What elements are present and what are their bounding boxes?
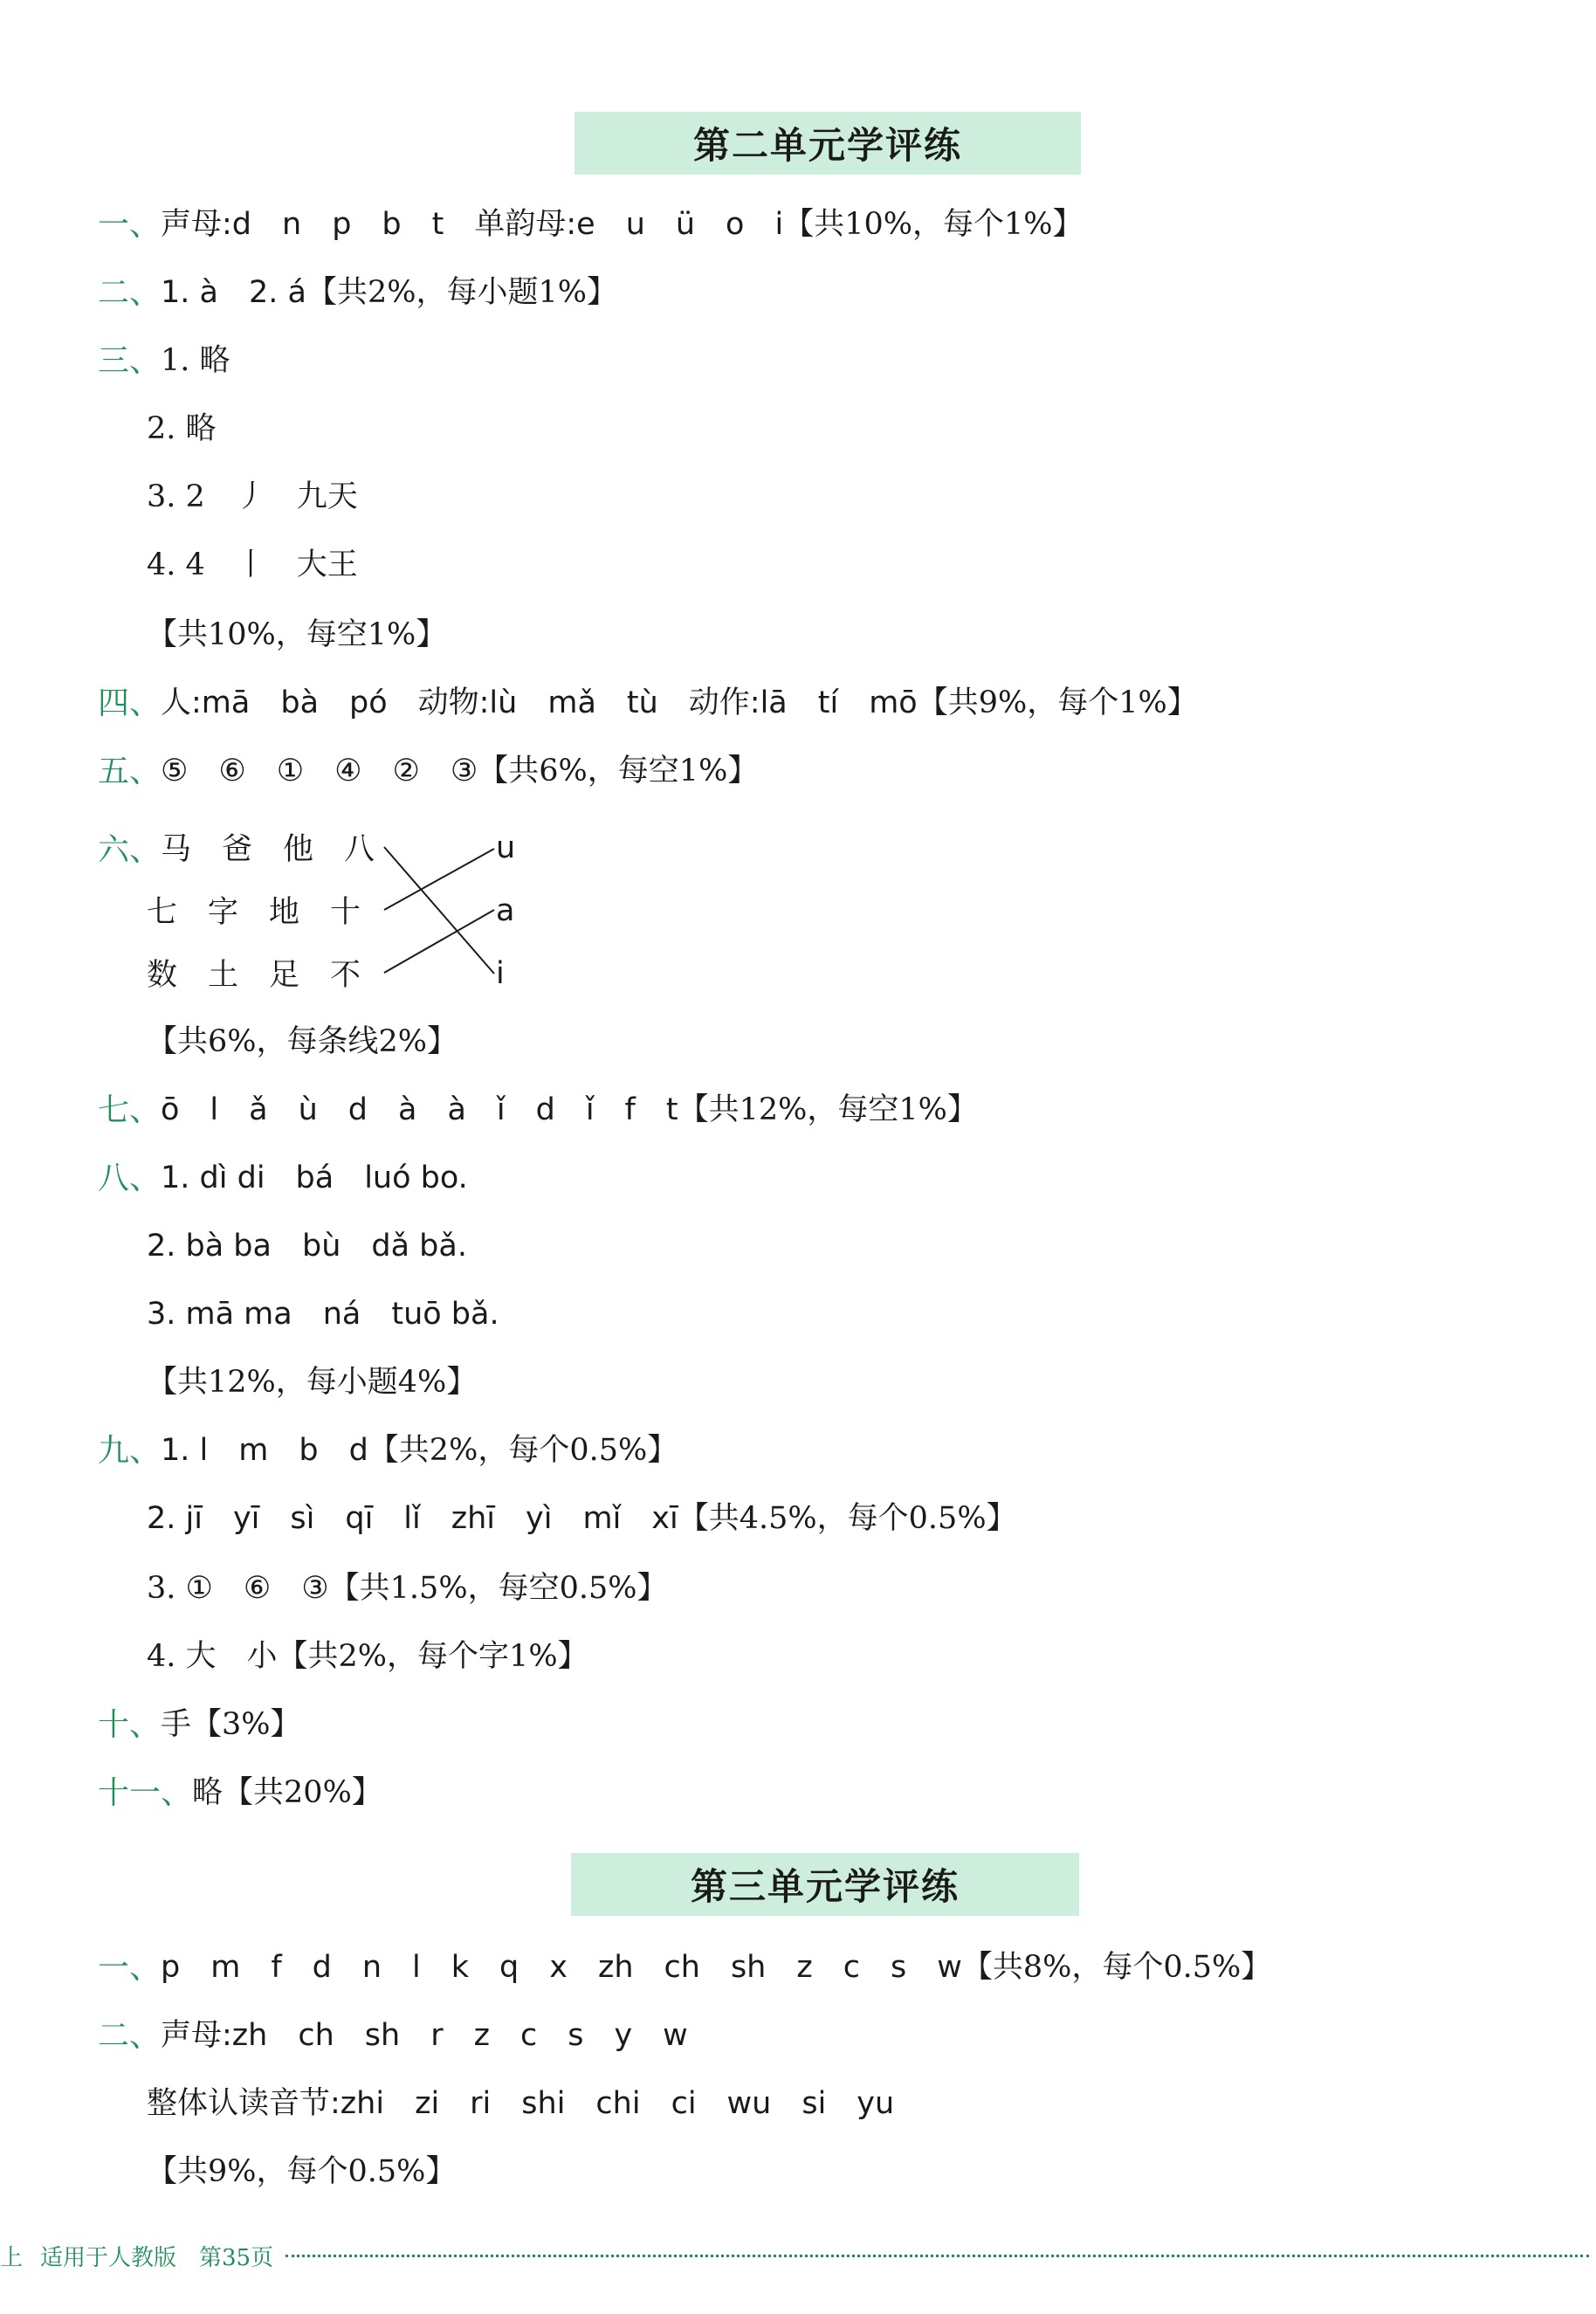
score-note: 【共10%，每个1%】	[783, 207, 1083, 242]
answer-text: 2. 略	[147, 411, 217, 446]
answer-text: 1. à 2. á	[161, 275, 306, 310]
q-number: 一、	[98, 206, 162, 243]
unit2-q8-item	[147, 1285, 499, 1338]
answer-text: 1. dì di bá luó bo.	[161, 1160, 468, 1195]
answer-text: 略	[192, 1775, 224, 1810]
answer-text: 3. 2 丿 九天	[147, 479, 358, 514]
unit2-q10	[98, 1696, 301, 1748]
unit2-q9-item	[147, 1490, 1017, 1542]
q-number: 一、	[98, 1949, 162, 1986]
q-number: 九、	[98, 1432, 162, 1469]
unit3-q1	[98, 1939, 1271, 1991]
unit3-q2-note	[147, 2143, 456, 2195]
answer-text: 4. 大 小	[147, 1639, 278, 1674]
score-note: 【共20%】	[223, 1775, 382, 1810]
unit3-q2-line	[147, 2075, 894, 2127]
answer-text: 4. 4 丨 大王	[147, 548, 358, 582]
answer-text: 声母:zh ch sh r z c s y w	[161, 2018, 688, 2053]
q-number: 十、	[98, 1706, 162, 1743]
unit2-title-banner: 第二单元学评练	[574, 112, 1081, 175]
footer-text: 适用于人教版 第35页	[40, 2244, 274, 2271]
unit2-q9-item	[98, 1422, 678, 1474]
score-note: 【共2%，每个字1%】	[277, 1639, 588, 1674]
answer-text: 人:mā bà pó 动物:lù mǎ tù 动作:lā tí mō	[161, 685, 918, 720]
answer-text: ō l ǎ ù d à à ǐ d ǐ f t	[161, 1092, 678, 1127]
answer-text: 1. 略	[161, 343, 230, 378]
score-note: 【共9%，每个1%】	[917, 685, 1198, 720]
unit2-q9-item	[147, 1560, 668, 1612]
q-number: 二、	[98, 274, 162, 311]
answer-text: 手	[161, 1707, 192, 1742]
score-note: 【共9%，每个0.5%】	[147, 2154, 457, 2189]
score-note: 【共10%，每空1%】	[147, 617, 447, 652]
score-note: 【共8%，每个0.5%】	[961, 1950, 1272, 1985]
q-number: 七、	[98, 1092, 162, 1128]
score-note: 【共12%，每小题4%】	[147, 1365, 478, 1400]
match-left-chars: 七 字 地 十	[147, 895, 361, 930]
match-left-chars: 数 土 足 不	[147, 958, 361, 993]
unit2-q8-item	[147, 1217, 467, 1270]
unit3-title-banner: 第三单元学评练	[571, 1853, 1079, 1916]
q-number: 八、	[98, 1160, 162, 1196]
match-left-chars: 马 爸 他 八	[161, 832, 375, 867]
match-right-letter: u	[496, 830, 516, 865]
score-note: 【共2%，每小题1%】	[306, 275, 618, 310]
answer-text: 2. bà ba bù dǎ bǎ.	[147, 1229, 467, 1264]
match-line	[384, 849, 494, 910]
answer-text: ⑤ ⑥ ① ④ ② ③	[161, 754, 478, 789]
score-note: 【共6%，每空1%】	[478, 754, 759, 789]
q-number: 二、	[98, 2017, 162, 2054]
score-note: 【共6%，每条线2%】	[147, 1024, 458, 1059]
q-number: 四、	[98, 685, 162, 721]
answer-text: p m f d n l k q x zh ch sh z c s w	[161, 1950, 962, 1985]
score-note: 【共4.5%，每个0.5%】	[678, 1501, 1017, 1536]
score-note: 【3%】	[191, 1707, 301, 1742]
footer-dotted-rule	[285, 2255, 1589, 2257]
q-number: 十一、	[98, 1774, 193, 1811]
answer-text: 1. l m b d	[161, 1433, 368, 1468]
score-note: 【共1.5%，每空0.5%】	[328, 1571, 668, 1606]
answer-text: 2. jī yī sì qī lǐ zhī yì mǐ xī	[147, 1501, 678, 1536]
q-number: 六、	[98, 831, 162, 868]
answer-text: 3. ① ⑥ ③	[147, 1571, 329, 1606]
answer-text: 声母:d n p b t 单韵母:e u ü o i	[161, 207, 784, 242]
match-right-letter: a	[496, 893, 515, 928]
unit2-q6-note	[147, 1013, 457, 1065]
score-note: 【共2%，每个0.5%】	[368, 1433, 678, 1468]
match-right-letter: i	[496, 956, 505, 991]
unit3-q2-line	[98, 2007, 688, 2059]
q-number: 三、	[98, 342, 162, 379]
unit2-q8-note	[147, 1353, 477, 1406]
unit2-q9-item	[147, 1628, 588, 1680]
match-line	[384, 847, 494, 974]
answer-text: 整体认读音节:zhi zi ri shi chi ci wu si yu	[147, 2086, 895, 2121]
unit2-q8-item	[98, 1149, 468, 1202]
page-footer	[0, 2232, 1596, 2279]
q-number: 五、	[98, 753, 162, 789]
match-line	[384, 910, 494, 973]
unit2-q7	[98, 1081, 978, 1133]
footer-mark: 上	[0, 2244, 24, 2271]
answer-text: 3. mā ma ná tuō bǎ.	[147, 1297, 499, 1332]
unit2-q11	[98, 1764, 382, 1816]
score-note: 【共12%，每空1%】	[678, 1092, 978, 1127]
